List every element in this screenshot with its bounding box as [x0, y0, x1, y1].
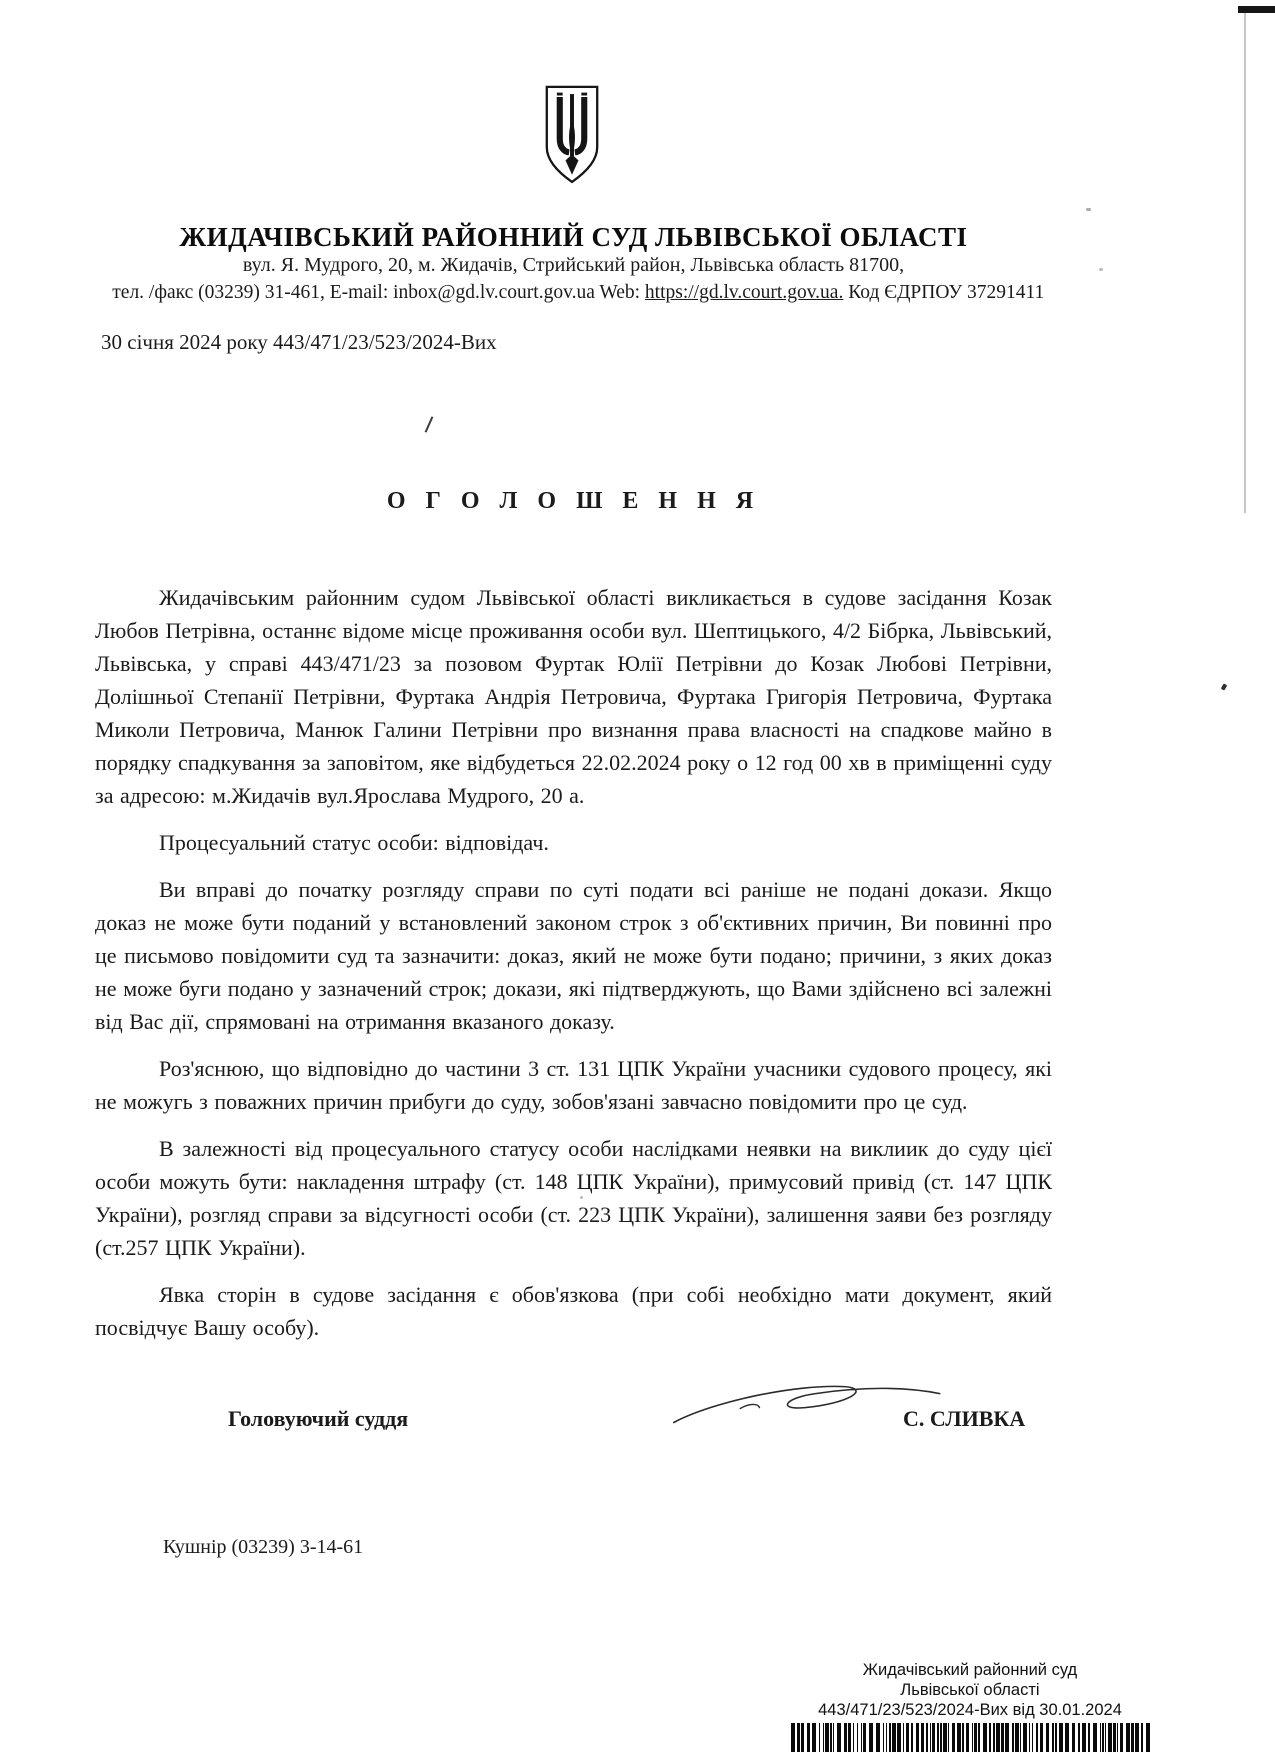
court-contact-line: [28, 282, 1129, 304]
scan-artifact: [1238, 6, 1275, 13]
announcement-body: [95, 581, 1052, 1358]
contact-text: тел. /факс (03239) 31-461, E-mail: inbox@gd.lv.court.gov.ua Web:: [112, 282, 645, 303]
scan-artifact: [1244, 13, 1246, 513]
stamp-court-name-line1: Жидачівський районний суд: [862, 1661, 1078, 1679]
registration-stamp-block: [770, 1660, 1170, 1752]
stamp-court-name-line2: Львівської області: [900, 1681, 1040, 1699]
paragraph-mandatory-appearance: Явка сторін в судове засідання є обов'язкова (при собі необхідно мати документ, який посвідчує Вашу особу).: [95, 1282, 1052, 1340]
court-address-line: вул. Я. Мудрого, 20, м. Жидачів, Стрийський район, Львівська область 81700,: [242, 254, 905, 276]
document-barcode: [770, 1723, 1170, 1752]
scan-artifact: [425, 416, 434, 432]
presiding-judge-label: Головуючий суддя: [228, 1406, 409, 1431]
executor-contact-line: Кушнір (03239) 3-14-61: [163, 1536, 364, 1558]
paragraph-article-131: Роз'яснюю, що відповідно до частини 3 ст. 131 ЦПК України учасники судового процесу, які не можугь з поважних причин прибуги до суду, зобов'язані завчасно повідомити про це суд.: [95, 1056, 1052, 1114]
judge-name: С. СЛИВКА: [903, 1406, 1026, 1431]
court-website-url: https://gd.lv.court.gov.ua.: [644, 282, 844, 303]
edrpou-code-text: Код ЄДРПОУ 37291411: [843, 282, 1045, 303]
paragraph-procedural-status: Процесуальний статус особи: відповідач.: [159, 830, 549, 855]
paragraph-absence-consequences: В залежності від процесуального статусу особи наслідками неявки на виклиик до суду цієї особи можуть бути: накладення штрафу (ст. 148 ЦПК України), примусовий привід (ст. 147 ЦПК України), розгляд справи за відсугності особи (ст. 223 ЦПК України), залишення заяви без розгляду (ст.257 ЦПК України).: [95, 1136, 1052, 1260]
date-and-reference-number: 30 січня 2024 року 443/471/23/523/2024-Вих: [101, 330, 497, 354]
scan-artifact: [1099, 268, 1103, 271]
coat-of-arms-ukraine-trident-icon: [536, 82, 608, 194]
scan-artifact: [1086, 208, 1091, 211]
stamp-document-number: 443/471/23/523/2024-Вих від 30.01.2024: [818, 1701, 1122, 1719]
paragraph-summons: Жидачівським районним судом Львівської області викликається в судове засідання Козак Любов Петрівна, останнє відоме місце проживання особи вул. Шептицького, 4/2 Бібрка, Львівський, Львівська, у справі 443/471/23 за позовом Фуртак Юлії Петрівни до Козак Любові Петрівни, Долішньої Степанії Петрівни, Фуртака Андрія Петровича, Фуртака Григорія Петровича, Фуртака Миколи Петровича, Манюк Галини Петрівни про визнання права власності на спадкове майно в порядку спадкування за заповітом, яке відбудеться 22.02.2024 року о 12 год 00 хв в приміщенні суду за адресою: м.Жидачів вул.Ярослава Мудрого, 20 а.: [95, 585, 1052, 808]
document-title: О Г О Л О Ш Е Н Н Я: [386, 488, 761, 514]
paragraph-evidence-rights: Ви вправі до початку розгляду справи по суті подати всі раніше не подані докази. Якщо доказ не може бути поданий у встановлений законом строк з об'єктивних причин, Ви повинні про це письмово повідомити суд та зазначити: доказ, який не може бути подано; причини, з яких доказ не може буги подано у зазначений строк; докази, які підтверджують, що Вами здійснено всі залежні від Вас дії, спрямовані на отримання вказаного доказу.: [95, 877, 1052, 1034]
court-name-heading: ЖИДАЧІВСЬКИЙ РАЙОННИЙ СУД ЛЬВІВСЬКОЇ ОБЛАСТІ: [179, 222, 968, 252]
scan-artifact: [1221, 683, 1227, 690]
